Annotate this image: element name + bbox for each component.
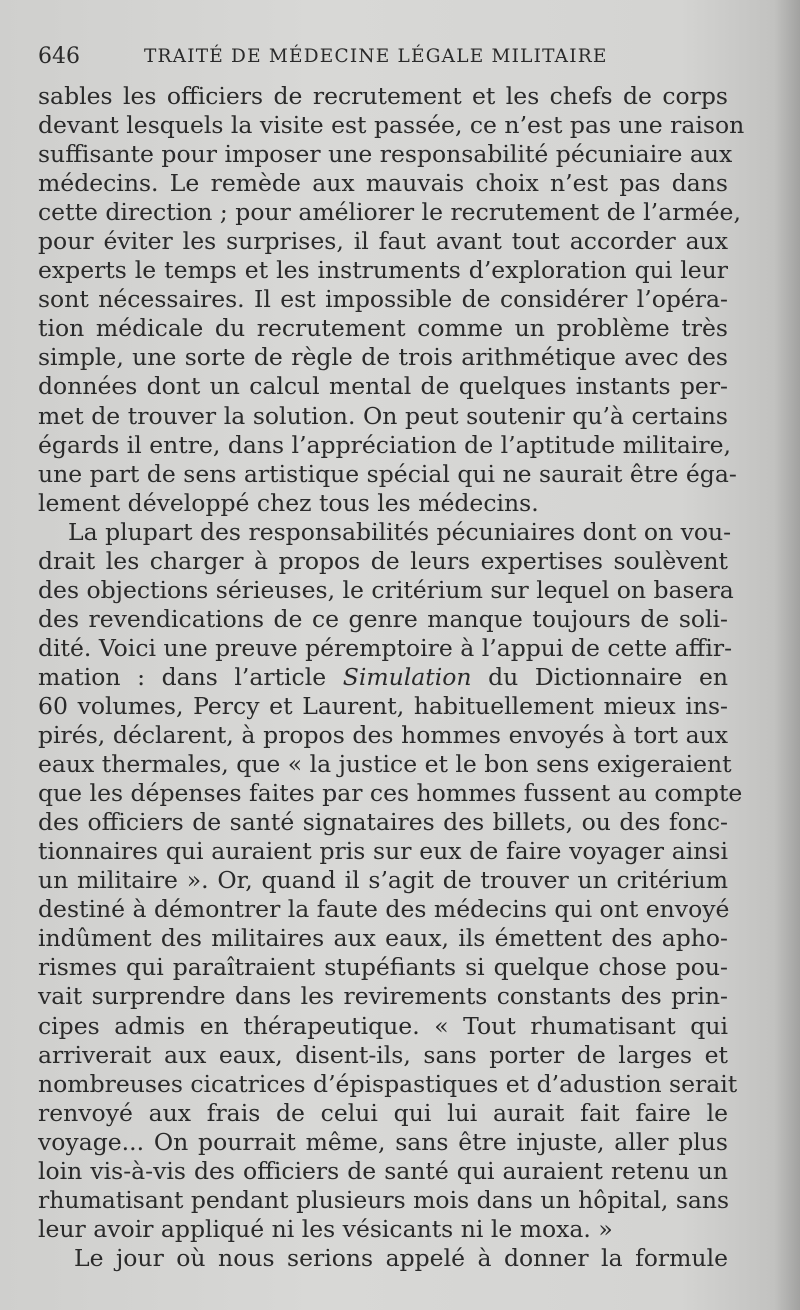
text-line: vait surprendre dans les revirements constants des prin-: [38, 982, 728, 1011]
body-text: [38, 82, 745, 1273]
text-line: cette direction ; pour améliorer le recrutement de l’armée,: [38, 198, 741, 227]
text-line: rismes qui paraîtraient stupéfiants si quelque chose pou-: [38, 953, 728, 982]
page-edge-shadow: [774, 0, 800, 1310]
text-line: loin vis-à-vis des officiers de santé qui auraient retenu un: [38, 1156, 728, 1185]
text-line: cipes admis en thérapeutique. « Tout rhumatisant qui: [38, 1011, 728, 1040]
text-line: La plupart des responsabilités pécuniaires dont on vou-: [68, 517, 732, 546]
text-line: met de trouver la solution. On peut soutenir qu’à certains: [38, 401, 728, 430]
text-line: des revendications de ce genre manque toujours de soli-: [38, 604, 728, 633]
text-segment: du Dictionnaire en: [488, 662, 728, 691]
text-line: pour éviter les surprises, il faut avant tout accorder aux: [38, 227, 728, 256]
text-line: égards il entre, dans l’appréciation de l’aptitude militaire,: [38, 430, 732, 459]
text-line: dité. Voici une preuve péremptoire à l’appui de cette affir-: [38, 633, 733, 662]
text-line: nombreuses cicatrices d’épispastiques et d’adustion serait: [38, 1069, 738, 1098]
text-segment: mation : dans l’article: [38, 662, 327, 691]
text-line: sables les officiers de recrutement et les chefs de corps: [38, 82, 728, 110]
text-line: sont nécessaires. Il est impossible de considérer l’opéra-: [38, 285, 728, 314]
text-line: leur avoir appliqué ni les vésicants ni le moxa. »: [38, 1214, 613, 1243]
text-line: 60 volumes, Percy et Laurent, habituellement mieux ins-: [38, 691, 728, 720]
text-line: données dont un calcul mental de quelques instants per-: [38, 372, 728, 401]
text-line: experts le temps et les instruments d’exploration qui leur: [38, 256, 728, 285]
text-line: voyage... On pourrait même, sans être injuste, aller plus: [38, 1127, 728, 1156]
italic-title: Simulation: [342, 662, 472, 691]
page-number: 646: [38, 44, 80, 69]
page-header: [38, 44, 738, 80]
text-line: tionnaires qui auraient pris sur eux de faire voyager ainsi: [38, 837, 728, 866]
text-line: tion médicale du recrutement comme un problème très: [38, 314, 728, 343]
text-line: eaux thermales, que « la justice et le bon sens exigeraient: [38, 750, 732, 779]
text-line: des objections sérieuses, le critérium sur lequel on basera: [38, 575, 734, 604]
text-line: une part de sens artistique spécial qui ne saurait être éga-: [38, 459, 737, 488]
text-line: destiné à démontrer la faute des médecins qui ont envoyé: [38, 895, 730, 924]
text-line: lement développé chez tous les médecins.: [38, 488, 539, 517]
text-line: arriverait aux eaux, disent-ils, sans porter de larges et: [38, 1040, 728, 1069]
text-line: rhumatisant pendant plusieurs mois dans un hôpital, sans: [38, 1185, 730, 1214]
text-line: médecins. Le remède aux mauvais choix n’est pas dans: [38, 169, 728, 198]
text-line: suffisante pour imposer une responsabilité pécuniaire aux: [38, 140, 733, 169]
text-line: Le jour où nous serions appelé à donner la formule: [74, 1243, 728, 1272]
text-line: renvoyé aux frais de celui qui lui aurait fait faire le: [38, 1098, 728, 1127]
text-line-mixed: [38, 663, 728, 692]
text-line: drait les charger à propos de leurs expertises soulèvent: [38, 546, 728, 575]
text-line: devant lesquels la visite est passée, ce n’est pas une raison: [38, 111, 745, 140]
text-line: que les dépenses faites par ces hommes fussent au compte: [38, 779, 743, 808]
text-line: indûment des militaires aux eaux, ils émettent des apho-: [38, 924, 728, 953]
text-line: simple, une sorte de règle de trois arithmétique avec des: [38, 343, 728, 372]
text-line: un militaire ». Or, quand il s’agit de trouver un critérium: [38, 866, 728, 895]
text-line: des officiers de santé signataires des billets, ou des fonc-: [38, 808, 728, 837]
text-line: pirés, déclarent, à propos des hommes envoyés à tort aux: [38, 721, 728, 750]
running-title: TRAITÉ DE MÉDECINE LÉGALE MILITAIRE: [144, 46, 608, 67]
